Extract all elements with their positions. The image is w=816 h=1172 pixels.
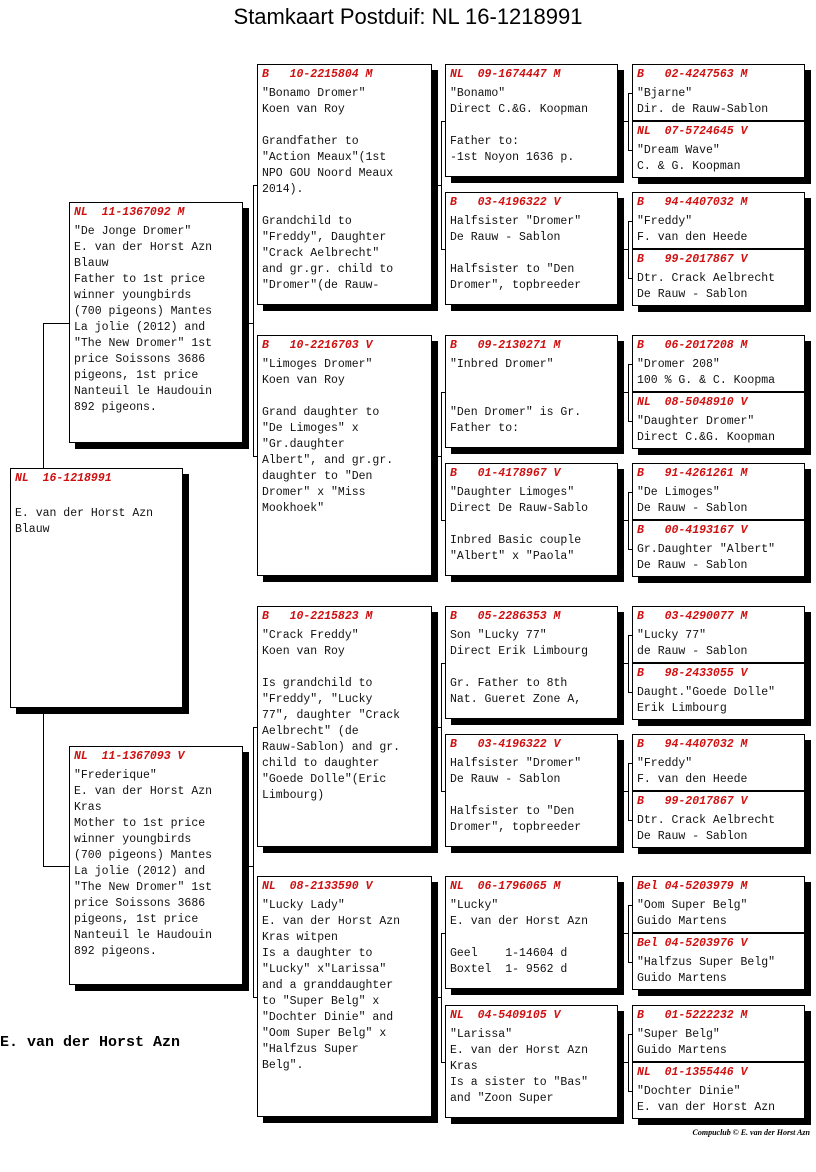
pigeon-card-gen5: [632, 392, 805, 449]
connector-line: [628, 492, 629, 549]
pigeon-card-gen4: [445, 192, 618, 305]
pigeon-details: "Limoges Dromer" Koen van Roy Grand daughter to "De Limoges" x "Gr.daughter Albert", and gr.gr. daughter to "Den Dromer" x "Miss Mookhoek": [262, 358, 394, 515]
pigeon-details: "Bonamo" Direct C.&G. Koopman Father to: -1st Noyon 1636 p.: [450, 87, 589, 164]
pigeon-card-gen2: [69, 746, 243, 985]
ring-number: NL 01-1355446 V: [637, 1066, 748, 1079]
ring-number: B 10-2216703 V: [262, 339, 373, 352]
connector-line: [624, 392, 628, 393]
pigeon-card-gen5: [632, 64, 805, 121]
ring-number: NL 04-5409105 V: [450, 1009, 561, 1022]
pigeon-details: "Super Belg" Guido Martens: [637, 1028, 727, 1057]
ring-number: NL 09-1674447 M: [450, 68, 561, 81]
pigeon-details: "Larissa" E. van der Horst Azn Kras Is a sister to "Bas" and "Zoon Super: [450, 1028, 589, 1105]
pigeon-card-gen5: [632, 876, 805, 933]
pigeon-card-gen4: [445, 606, 618, 719]
pigeon-details: "Dochter Dinie" E. van der Horst Azn: [637, 1085, 776, 1114]
pigeon-details: "Freddy" F. van den Heede: [637, 215, 748, 244]
ring-number: NL 11-1367092 M: [74, 206, 185, 219]
connector-line: [43, 323, 69, 324]
connector-line: [253, 727, 254, 997]
connector-line: [253, 185, 254, 456]
pigeon-card-gen5: [632, 463, 805, 520]
connector-line: [624, 1062, 628, 1063]
footer-copyright: Compuclub © E. van der Horst Azn: [692, 1128, 810, 1137]
connector-line: [249, 866, 253, 867]
ring-number: Bel 04-5203976 V: [637, 937, 748, 950]
ring-number: B 98-2433055 V: [637, 667, 748, 680]
connector-line: [624, 791, 628, 792]
pigeon-card-gen5: [632, 192, 805, 249]
ring-number: B 00-4193167 V: [637, 524, 748, 537]
pigeon-card-subject: [10, 468, 183, 708]
pigeon-details: "Lucky 77" de Rauw - Sablon: [637, 629, 748, 658]
connector-line: [441, 663, 442, 791]
ring-number: B 05-2286353 M: [450, 610, 561, 623]
page-title: Stamkaart Postduif: NL 16-1218991: [233, 4, 583, 29]
connector-line: [441, 392, 442, 520]
pigeon-details: Dtr. Crack Aelbrecht De Rauw - Sablon: [637, 814, 776, 843]
pigeon-details: Daught."Goede Dolle" Erik Limbourg: [637, 686, 776, 715]
pigeon-card-gen5: [632, 1062, 805, 1119]
connector-line: [438, 727, 441, 728]
connector-line: [624, 933, 628, 934]
pigeon-card-gen4: [445, 335, 618, 448]
connector-line: [628, 1034, 629, 1091]
ring-number: NL 07-5724645 V: [637, 125, 748, 138]
ring-number: B 99-2017867 V: [637, 253, 748, 266]
pigeon-details: "Halfzus Super Belg" Guido Martens: [637, 956, 776, 985]
connector-line: [628, 364, 629, 421]
pigeon-card-gen3: [257, 606, 432, 847]
connector-line: [628, 905, 629, 962]
connector-line: [628, 221, 629, 278]
pigeon-card-gen4: [445, 1005, 618, 1118]
pigeon-details: Halfsister "Dromer" De Rauw - Sablon Halfsister to "Den Dromer", topbreeder: [450, 215, 582, 292]
ring-number: B 91-4261261 M: [637, 467, 748, 480]
pigeon-card-gen3: [257, 335, 432, 576]
pigeon-details: "Lucky Lady" E. van der Horst Azn Kras witpen Is a daughter to "Lucky" x"Larissa" and a granddaughter to "Super Belg" x "Dochter Dinie" and "Oom Super Belg" x "Halfzus Super Belg".: [262, 899, 401, 1072]
pigeon-card-gen5: [632, 121, 805, 178]
ring-number: B 03-4290077 M: [637, 610, 748, 623]
ring-number: B 94-4407032 M: [637, 738, 748, 751]
connector-line: [628, 93, 629, 150]
ring-number: B 03-4196322 V: [450, 196, 561, 209]
ring-number: B 10-2215804 M: [262, 68, 373, 81]
pigeon-details: "Dromer 208" 100 % G. & C. Koopma: [637, 358, 776, 387]
pigeon-details: "Freddy" F. van den Heede: [637, 757, 748, 786]
connector-line: [441, 121, 442, 249]
pigeon-details: Halfsister "Dromer" De Rauw - Sablon Halfsister to "Den Dromer", topbreeder: [450, 757, 582, 834]
pigeon-card-gen5: [632, 1005, 805, 1062]
ring-number: NL 06-1796065 M: [450, 880, 561, 893]
ring-number: B 09-2130271 M: [450, 339, 561, 352]
connector-line: [624, 520, 628, 521]
ring-number: B 10-2215823 M: [262, 610, 373, 623]
pigeon-card-gen5: [632, 249, 805, 306]
ring-number: B 06-2017208 M: [637, 339, 748, 352]
pigeon-card-gen5: [632, 933, 805, 990]
pigeon-details: "Daughter Limoges" Direct De Rauw-Sablo Inbred Basic couple "Albert" x "Paola": [450, 486, 589, 563]
pigeon-card-gen4: [445, 463, 618, 576]
pigeon-card-gen5: [632, 791, 805, 848]
pigeon-details: "Inbred Dromer" "Den Dromer" is Gr. Father to:: [450, 358, 582, 435]
pigeon-details: "Oom Super Belg" Guido Martens: [637, 899, 748, 928]
pigeon-details: "Bjarne" Dir. de Rauw-Sablon: [637, 87, 769, 116]
pigeon-card-gen3: [257, 876, 432, 1117]
pigeon-card-gen3: [257, 64, 432, 305]
pigeon-card-gen5: [632, 606, 805, 663]
pigeon-details: "Frederique" E. van der Horst Azn Kras Mother to 1st price winner youngbirds (700 pigeons) Mantes La jolie (2012) and "The New Dromer" 1st price Soissons 3686 pigeons, 1st price Nanteuil le Haudouin 892 pigeons.: [74, 769, 213, 958]
pigeon-card-gen5: [632, 734, 805, 791]
pigeon-card-gen5: [632, 335, 805, 392]
ring-number: NL 08-2133590 V: [262, 880, 373, 893]
ring-number: B 01-5222232 M: [637, 1009, 748, 1022]
ring-number: B 01-4178967 V: [450, 467, 561, 480]
pigeon-card-gen4: [445, 876, 618, 989]
connector-line: [438, 185, 441, 186]
connector-line: [628, 635, 629, 692]
pigeon-details: "Lucky" E. van der Horst Azn Geel 1-14604 d Boxtel 1- 9562 d: [450, 899, 589, 976]
pigeon-details: "Daughter Dromer" Direct C.&G. Koopman: [637, 415, 776, 444]
connector-line: [249, 323, 253, 324]
owner-name: E. van der Horst Azn: [0, 1034, 181, 1051]
ring-number: NL 11-1367093 V: [74, 750, 185, 763]
pigeon-details: "Crack Freddy" Koen van Roy Is grandchild to "Freddy", "Lucky 77", daughter "Crack Aelbrecht" (de Rauw-Sablon) and gr. child to daughter "Goede Dolle"(Eric Limbourg): [262, 629, 401, 802]
ring-number: B 99-2017867 V: [637, 795, 748, 808]
connector-line: [624, 121, 628, 122]
connector-line: [628, 763, 629, 820]
pigeon-details: Son "Lucky 77" Direct Erik Limbourg Gr. Father to 8th Nat. Gueret Zone A,: [450, 629, 589, 706]
pigeon-details: "De Jonge Dromer" E. van der Horst Azn Blauw Father to 1st price winner youngbirds (700 pigeons) Mantes La jolie (2012) and "The New Dromer" 1st price Soissons 3686 pigeons, 1st price Nanteuil le Haudouin 892 pigeons.: [74, 225, 213, 414]
ring-number: NL 08-5048910 V: [637, 396, 748, 409]
connector-line: [438, 997, 441, 998]
pigeon-card-gen2: [69, 202, 243, 443]
pigeon-details: Gr.Daughter "Albert" De Rauw - Sablon: [637, 543, 776, 572]
connector-line: [624, 663, 628, 664]
pigeon-details: "De Limoges" De Rauw - Sablon: [637, 486, 748, 515]
pigeon-card-gen4: [445, 64, 618, 177]
pigeon-details: Dtr. Crack Aelbrecht De Rauw - Sablon: [637, 272, 776, 301]
pigeon-card-gen5: [632, 663, 805, 720]
ring-number: B 02-4247563 M: [637, 68, 748, 81]
connector-line: [441, 933, 442, 1062]
pigeon-details: "Dream Wave" C. & G. Koopman: [637, 144, 741, 173]
connector-line: [624, 249, 628, 250]
ring-number: B 03-4196322 V: [450, 738, 561, 751]
pigeon-details: E. van der Horst Azn Blauw: [15, 507, 154, 536]
pigeon-card-gen4: [445, 734, 618, 847]
connector-line: [43, 866, 69, 867]
ring-number: Bel 04-5203979 M: [637, 880, 748, 893]
pigeon-details: "Bonamo Dromer" Koen van Roy Grandfather to "Action Meaux"(1st NPO GOU Noord Meaux 2014). Grandchild to "Freddy", Daughter "Crack Aelbrecht" and gr.gr. child to "Dromer"(de Rauw-: [262, 87, 394, 292]
ring-number: B 94-4407032 M: [637, 196, 748, 209]
pigeon-card-gen5: [632, 520, 805, 577]
ring-number: NL 16-1218991: [15, 472, 112, 485]
connector-line: [438, 456, 441, 457]
